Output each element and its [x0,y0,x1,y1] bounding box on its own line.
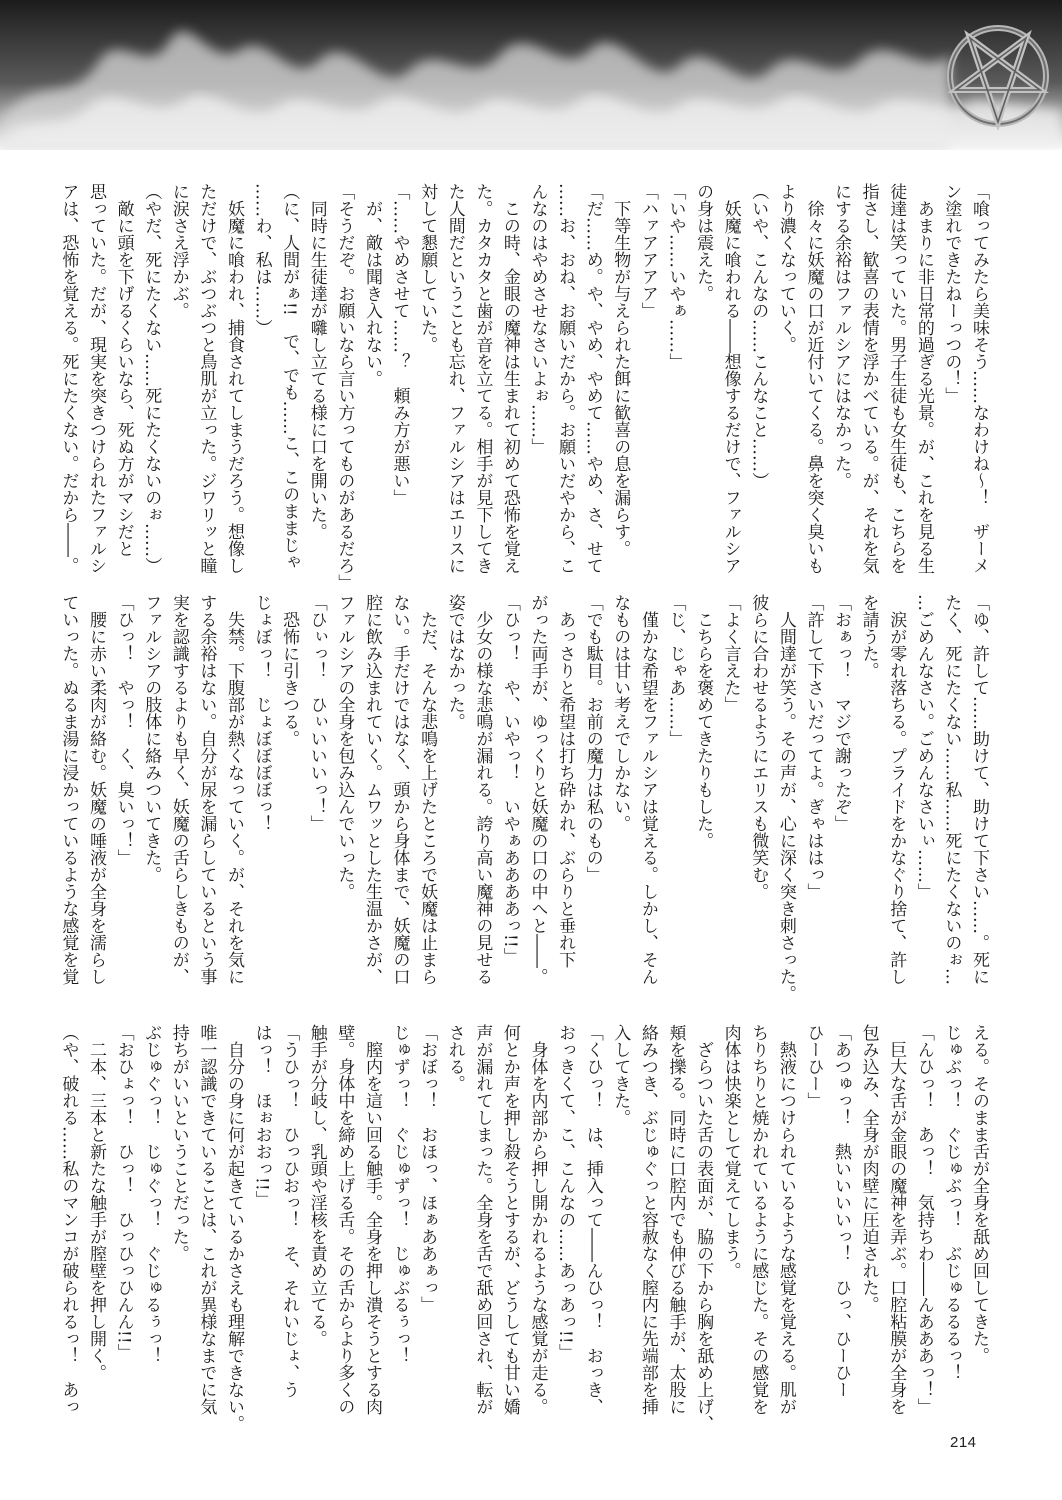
text-line: 「ひぃっ！ ひぃいいいっ！」 [306,594,327,832]
text-line: （やだ、死にたくない……死にたくないのぉ……） [141,183,162,574]
text-line: 絡みつき、ぶじゅぐっと容赦なく膣内に先端部を挿 [637,1024,658,1415]
text-line: た人間だということも忘れ、ファルシアはエリスに [444,183,465,574]
text-line: 「おひょっ！ ひっ！ ひっひっひんん!!」 [113,1024,134,1361]
text-line: ン塗れできたねーっつの！」 [941,183,962,404]
text-line: （いや、こんなの……こんなこと……） [748,183,769,489]
text-line: たく、死にたくない……私……死にたくないのぉ… [941,594,962,985]
text-line: じゅずっ！ ぐじゅずっ！ じゅぶるぅっ！ [389,1024,410,1364]
text-tier-bottom [54,1024,992,1432]
text-line: ひーひー」 [803,1024,824,1109]
text-line: 僅かな希望をファルシアは覚える。しかし、そん [637,594,658,985]
text-line: 二本、三本と新たな触手が膣壁を押し開く。 [86,1024,106,1381]
text-line: 少女の様な悲鳴が漏れる。誇り高い魔神の見せる [472,594,493,985]
text-line: ていった。ぬるま湯に浸かっているような感覚を覚 [58,594,79,985]
text-line: 「許して下さいだってよ。ぎゃははっ」 [803,594,824,900]
text-line: 「ひっ！ や、いやっ！ いやぁああああっ!!」 [499,594,520,965]
text-line: 「いや……いやぁ……」 [665,183,686,370]
text-line: 妖魔に喰われる――想像するだけで、ファルシア [720,183,741,574]
text-line: 「ひっ！ やっ！ く、臭いっ！」 [113,594,134,866]
text-line: 「おぁっ！ マジで謝ったぞ」 [831,594,852,832]
text-line: …ごめんなさい。ごめんなさいぃ……」 [913,594,934,900]
text-line: ファルシアの全身を包み込んでいった。 [334,594,355,900]
text-line: 「喰ってみたら美味そう……なわけね～！ ザーメ [969,183,989,574]
text-line: ただ、そんな悲鳴を上げたところで妖魔は止まら [417,594,438,985]
text-line: た。カタカタと歯が音を立てる。相手が見下してき [472,183,493,574]
text-line: あまりに非日常的過ぎる光景。が、これを見る生 [913,183,934,574]
text-line: 声が漏れてしまった。全身を舌で舐め回され、転が [472,1024,493,1415]
text-tier-top [54,183,992,591]
text-line: 徒達は笑っていた。男子生徒も女生徒も、こちらを [886,183,907,574]
text-line: 「でも駄目。お前の魔力は私のもの」 [582,594,603,883]
text-line: 「だ……め。や、やめ、やめて……やめ、さ、せて [582,183,603,574]
text-line: 指さし、歓喜の表情を浮かべている。が、それを気 [858,183,879,574]
text-line: の身は震えた。 [693,183,714,302]
text-line: ただけで、ぶつぶつと鳥肌が立った。ジワリッと瞳 [196,183,217,574]
text-line: 触手が分岐し、乳頭や淫核を責め立てる。 [306,1024,327,1347]
text-line: 「んひっ！ あっ！ 気持ちわ――んあああっ！」 [913,1024,934,1415]
text-line: 頬を擽る。同時に口腔内でも伸びる触手が、太股に [665,1024,686,1415]
text-line: 「……やめさせて……？ 頼み方が悪い」 [389,183,410,506]
text-line: 涙が零れ落ちる。プライドをかなぐり捨て、許し [886,594,907,985]
text-line: ファルシアの肢体に絡みついてきた。 [141,594,162,883]
text-line: 唯一認識できていることは、これが異様なまでに気 [196,1024,217,1415]
text-line: 恐怖に引きつる。 [279,594,300,747]
text-line: 何とか声を押し殺そうとするが、どうしても甘い嬌 [499,1024,520,1415]
text-line: 壁。身体中を締め上げる舌。その舌からより多くの [334,1024,355,1415]
text-line: 姿ではなかった。 [444,594,465,730]
text-line: 「あつゅっ！ 熱いいいいっ！ ひっ、ひーひー [831,1024,852,1398]
text-line: 「よく言えた」 [720,594,741,713]
text-line: なものは甘い考えでしかない。 [610,594,631,832]
text-line: ……お、おね、お願いだから。お願いだやから、こ [555,183,576,574]
text-line: する余裕はない。自分が尿を漏らしているという事 [196,594,217,985]
text-line: んなのはやめさせなさいよぉ……」 [527,183,548,455]
text-line: える。そのまま舌が全身を舐め回してきた。 [969,1024,989,1364]
text-line: こちらを褒めてきたりもした。 [693,594,714,849]
text-line: 対して懇願していた。 [417,183,438,353]
pentagram-emblem-icon [944,22,1052,130]
text-line: ちりちりと焼かれているように感じた。その感覚を [748,1024,769,1415]
text-line: が、敵は聞き入れない。 [361,183,382,387]
text-line: 「くひっ！ は、挿入って――んひっ！ おっき、 [582,1024,603,1415]
text-line: 熱液につけられているような感覚を覚える。肌が [775,1024,796,1415]
text-line: 妖魔に喰われ、捕食されてしまうだろう。想像し [223,183,244,574]
text-line: 巨大な舌が金眼の魔神を弄ぶ。口腔粘膜が全身を [886,1024,907,1415]
text-line: 失禁。下腹部が熱くなっていく。が、それを気に [223,594,244,985]
text-line: より濃くなっていく。 [775,183,796,353]
text-line: される。 [444,1024,465,1092]
text-line: ざらついた舌の表面が、脇の下から胸を舐め上げ、 [693,1024,714,1432]
text-line: この時、金眼の魔神は生まれて初めて恐怖を覚え [499,183,520,574]
text-line: 入してきた。 [610,1024,631,1126]
text-line: にする余裕はファルシアにはなかった。 [831,183,852,489]
text-line: おっきくて、こ、こんなの……あっあっ!!」 [555,1024,576,1361]
page-number: 214 [950,1434,977,1451]
text-line: 実を認識するよりも早く、妖魔の舌らしきものが、 [168,594,189,985]
text-line: がった両手が、ゆっくりと妖魔の口の中へと――。 [527,594,548,985]
text-line: 人間達が笑う。その声が、心に深く突き刺さった。 [775,594,796,1002]
text-line: ない。手だけではなく、頭から身体まで、妖魔の口 [389,594,410,985]
text-line: アは、恐怖を覚える。死にたくない。だから――。 [58,183,79,574]
text-line: 「じ、じゃあ……」 [665,594,686,747]
text-line: 腔に飲み込まれていく。ムワッとした生温かさが、 [361,594,382,985]
text-line: 「おぼっ！ おほっ、ほぁああぁっ」 [417,1024,438,1313]
text-line: 思っていた。だが、現実を突きつけられたファルシ [86,183,106,574]
text-line: （に、人間がぁ!! で、でも……こ、このままじゃ [279,183,300,571]
smoke-header-banner [0,0,1062,150]
text-line: 「ハァアアアア」 [637,183,658,319]
text-line: 持ちがいいということだった。 [168,1024,189,1262]
text-line: 腰に赤い柔肉が絡む。妖魔の唾液が全身を濡らし [86,594,106,985]
text-line: じゅぶっ！ ぐじゅぶっ！ ぶじゅるるるっ！ [941,1024,962,1381]
text-line: 「ゆ、許して……助けて、助けて下さい……。死に [969,594,989,985]
text-line: あっさりと希望は打ち砕かれ、ぶらりと垂れ下 [555,594,576,968]
text-line: （や、破れる……私のマンコが破られるっ！ あっ [58,1024,79,1415]
text-line: 徐々に妖魔の口が近付いてくる。鼻を突く臭いも [803,183,824,574]
text-line: を請うた。 [858,594,879,679]
text-line: 膣内を這い回る触手。全身を押し潰そうとする肉 [361,1024,382,1415]
text-line: 「そうだぞ。お願いなら言い方ってものがあるだろ」 [334,183,355,591]
text-line: 肉体は快楽として覚えてしまう。 [720,1024,741,1279]
text-line: 「うひっ！ ひっひおっ！ そ、それいじょ、う [279,1024,300,1398]
text-line: 包み込み、全身が肉壁に圧迫された。 [858,1024,879,1313]
text-line: はっ！ ほぉおおっ!!」 [251,1024,272,1208]
text-line: じょぼっ！ じょぼぼぼぼっ！ [251,594,272,832]
text-line: 身体を内部から押し開かれるような感覚が走る。 [527,1024,548,1415]
text-line: 自分の身に何が起きているかさえも理解できない。 [223,1024,244,1432]
text-line: 下等生物が与えられた餌に歓喜の息を漏らす。 [610,183,631,557]
text-line: に涙さえ浮かぶ。 [168,183,189,319]
text-line: ……わ、私は……） [251,183,272,336]
text-line: 同時に生徒達が囃し立てる様に口を開いた。 [306,183,327,540]
text-line: ぶじゅぐっ！ じゅぐっ！ ぐじゅるぅっ！ [141,1024,162,1364]
text-tier-middle [54,594,992,1002]
text-line: 彼らに合わせるようにエリスも微笑む。 [748,594,769,900]
text-line: 敵に頭を下げるくらいなら、死ぬ方がマシだと [113,183,134,557]
